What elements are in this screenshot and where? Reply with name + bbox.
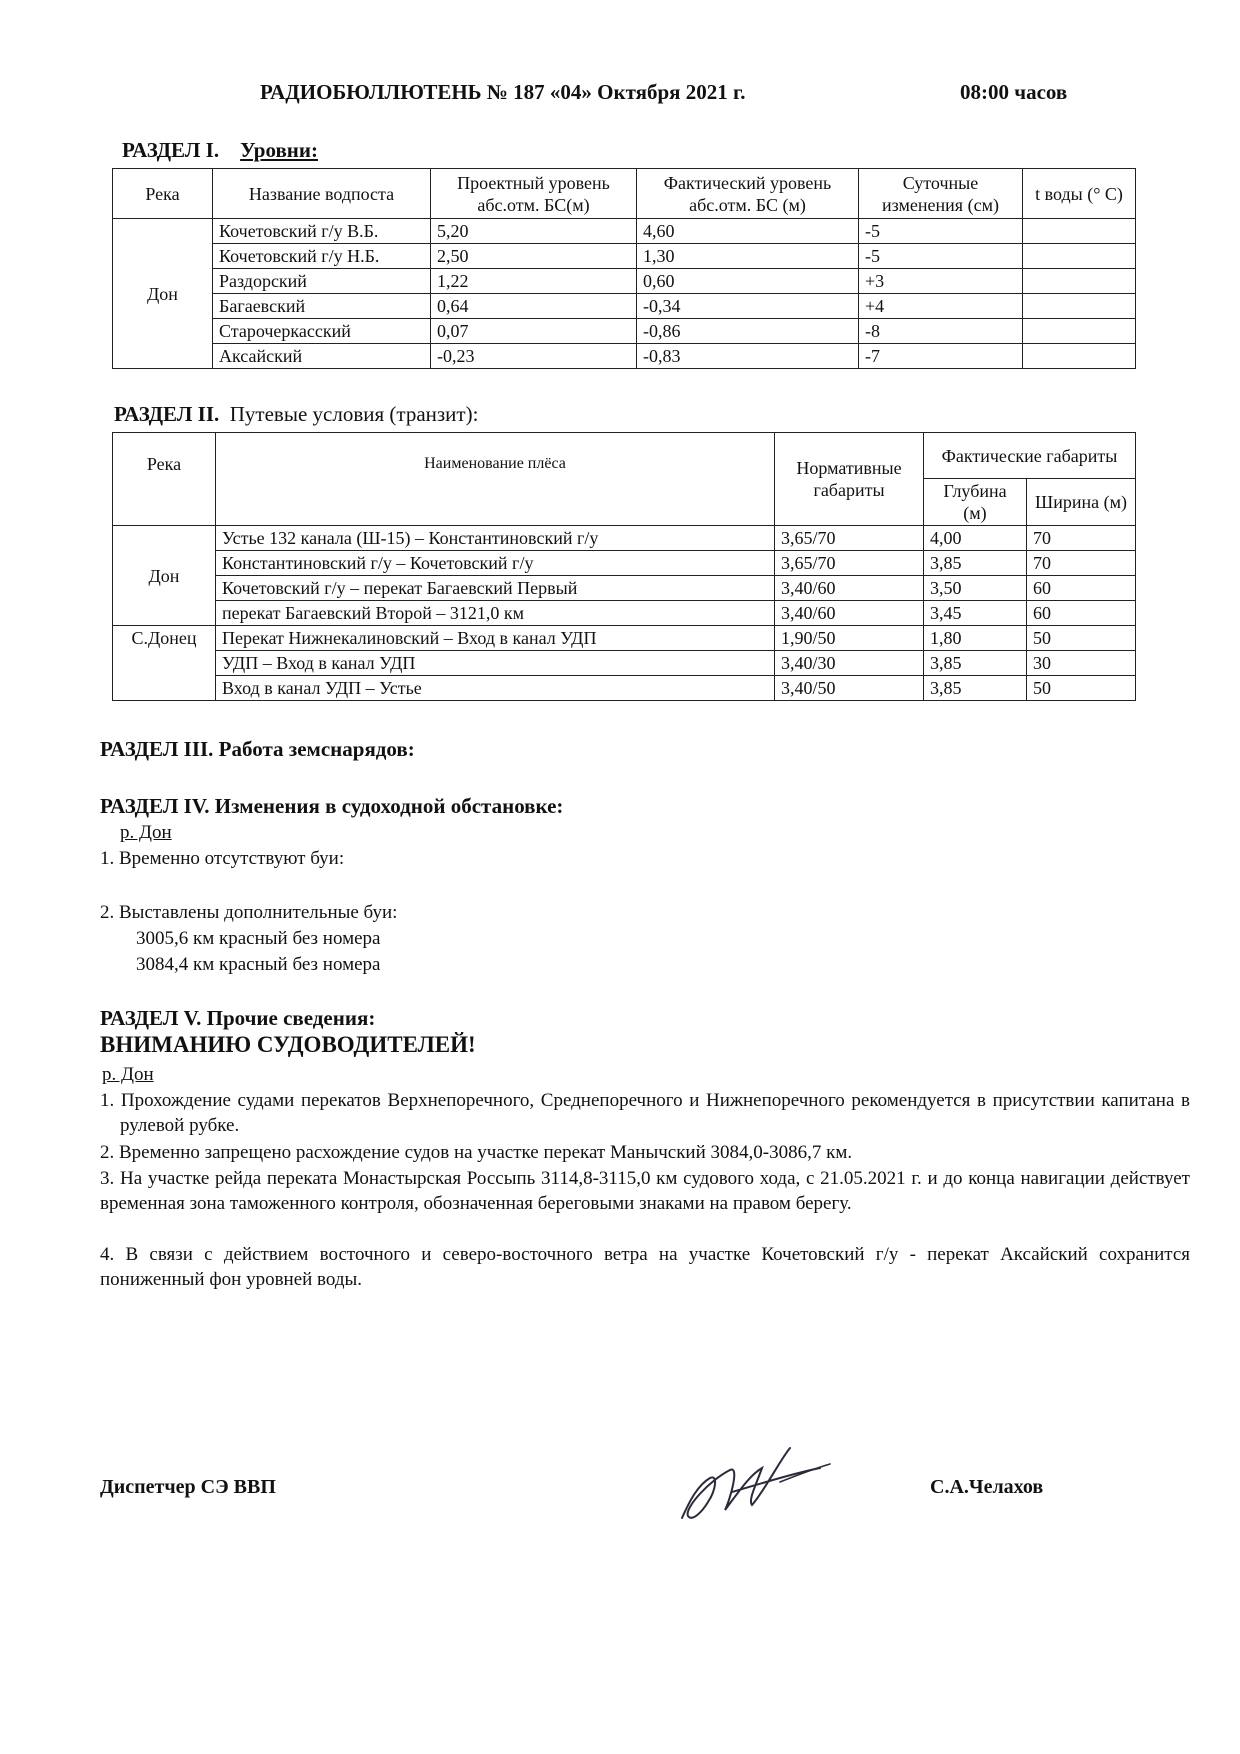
dispatcher-title: Диспетчер СЭ ВВП <box>100 1476 276 1498</box>
station-name: Багаевский <box>213 294 431 319</box>
section2-number: РАЗДЕЛ II. <box>114 402 220 426</box>
daily-change: +4 <box>859 294 1023 319</box>
col-stretch: Наименование плёса <box>216 433 775 526</box>
dispatcher-name: С.А.Челахов <box>930 1476 1044 1498</box>
section4-item2: 2. Выставлены дополнительные буи: <box>100 902 398 923</box>
actual-level: -0,86 <box>637 319 859 344</box>
section4-river: р. Дон <box>120 822 172 843</box>
buoy-item: 3005,6 км красный без номера <box>136 928 381 949</box>
actual-level: 4,60 <box>637 219 859 244</box>
width: 50 <box>1027 676 1136 701</box>
daily-change: +3 <box>859 269 1023 294</box>
water-temp <box>1023 344 1136 369</box>
section5-title: РАЗДЕЛ V. Прочие сведения: <box>100 1006 376 1030</box>
normative: 3,65/70 <box>775 526 924 551</box>
actual-level: 1,30 <box>637 244 859 269</box>
col-width: Ширина (м) <box>1027 479 1136 526</box>
buoy-item: 3084,4 км красный без номера <box>136 954 381 975</box>
table-row <box>113 219 1136 244</box>
water-temp <box>1023 244 1136 269</box>
normative: 3,65/70 <box>775 551 924 576</box>
station-name: Раздорский <box>213 269 431 294</box>
stretch-name: Перекат Нижнекалиновский – Вход в канал УДП <box>216 626 775 651</box>
depth: 1,80 <box>924 626 1027 651</box>
section5-river: р. Дон <box>102 1064 154 1085</box>
river-cell: С.Донец <box>113 626 216 701</box>
bulletin-time: 08:00 часов <box>960 80 1068 104</box>
station-name: Старочеркасский <box>213 319 431 344</box>
table-row <box>113 626 1136 651</box>
stretch-name: УДП – Вход в канал УДП <box>216 651 775 676</box>
table-row <box>113 344 1136 369</box>
project-level: 1,22 <box>431 269 637 294</box>
normative: 3,40/60 <box>775 576 924 601</box>
notice-item: 4. В связи с действием восточного и северо-восточного ветра на участке Кочетовский г/у - перекат Аксайский сохранится пониженный фон уровней воды. <box>100 1244 1190 1290</box>
section2-title <box>114 402 478 427</box>
width: 70 <box>1027 551 1136 576</box>
depth: 3,45 <box>924 601 1027 626</box>
col-river: Река <box>113 433 216 526</box>
daily-change: -8 <box>859 319 1023 344</box>
col-depth: Глубина (м) <box>924 479 1027 526</box>
bulletin-title: РАДИОБЮЛЛЮТЕНЬ № 187 «04» Октября 2021 г. <box>260 80 746 104</box>
section2-subtitle: Путевые условия (транзит): <box>229 402 479 426</box>
section4-title: РАЗДЕЛ IV. Изменения в судоходной обстановке: <box>100 794 564 818</box>
table-row <box>113 294 1136 319</box>
actual-level: 0,60 <box>637 269 859 294</box>
table-row <box>113 576 1136 601</box>
water-temp <box>1023 219 1136 244</box>
width: 30 <box>1027 651 1136 676</box>
daily-change: -7 <box>859 344 1023 369</box>
table-row <box>113 551 1136 576</box>
section3-title: РАЗДЕЛ III. Работа земснарядов: <box>100 737 415 761</box>
col-normative: Нормативные габариты <box>775 433 924 526</box>
depth: 3,50 <box>924 576 1027 601</box>
col-actual-dimensions: Фактические габариты <box>924 433 1136 479</box>
table-row <box>113 319 1136 344</box>
table-row <box>113 601 1136 626</box>
col-project-level: Проектный уровень абс.отм. БС(м) <box>431 169 637 219</box>
depth: 3,85 <box>924 676 1027 701</box>
project-level: -0,23 <box>431 344 637 369</box>
section1-title <box>122 138 318 163</box>
daily-change: -5 <box>859 244 1023 269</box>
station-name: Аксайский <box>213 344 431 369</box>
depth: 4,00 <box>924 526 1027 551</box>
width: 60 <box>1027 576 1136 601</box>
section4-item1: 1. Временно отсутствуют буи: <box>100 848 345 869</box>
notice-item: 1. Прохождение судами перекатов Верхнепоречного, Среднепоречного и Нижнепоречного рекомендуется в присутствии капитана в рулевой рубке. <box>100 1090 1190 1136</box>
col-daily-change: Суточные изменения (см) <box>859 169 1023 219</box>
stretch-name: Устье 132 канала (Ш-15) – Константиновский г/у <box>216 526 775 551</box>
section1-number: РАЗДЕЛ I. <box>122 138 220 162</box>
stretch-name: Кочетовский г/у – перекат Багаевский Первый <box>216 576 775 601</box>
water-temp <box>1023 294 1136 319</box>
actual-level: -0,34 <box>637 294 859 319</box>
width: 60 <box>1027 601 1136 626</box>
col-river: Река <box>113 169 213 219</box>
stretch-name: Константиновский г/у – Кочетовский г/у <box>216 551 775 576</box>
stretch-name: Вход в канал УДП – Устье <box>216 676 775 701</box>
normative: 1,90/50 <box>775 626 924 651</box>
transit-table <box>112 432 1136 701</box>
notice-item: 2. Временно запрещено расхождение судов на участке перекат Манычский 3084,0-3086,7 км. <box>100 1142 853 1163</box>
levels-header-row <box>113 169 1136 219</box>
actual-level: -0,83 <box>637 344 859 369</box>
depth: 3,85 <box>924 651 1027 676</box>
transit-header-row <box>113 433 1136 479</box>
station-name: Кочетовский г/у Н.Б. <box>213 244 431 269</box>
table-row <box>113 269 1136 294</box>
col-actual-level: Фактический уровень абс.отм. БС (м) <box>637 169 859 219</box>
depth: 3,85 <box>924 551 1027 576</box>
project-level: 0,07 <box>431 319 637 344</box>
normative: 3,40/50 <box>775 676 924 701</box>
table-row <box>113 526 1136 551</box>
water-temp <box>1023 319 1136 344</box>
handwritten-signature <box>670 1430 850 1545</box>
daily-change: -5 <box>859 219 1023 244</box>
project-level: 2,50 <box>431 244 637 269</box>
water-temp <box>1023 269 1136 294</box>
col-water-temp: t воды (° С) <box>1023 169 1136 219</box>
bulletin-header <box>260 80 1068 105</box>
col-station: Название водпоста <box>213 169 431 219</box>
station-name: Кочетовский г/у В.Б. <box>213 219 431 244</box>
attention-heading: ВНИМАНИЮ СУДОВОДИТЕЛЕЙ! <box>100 1032 476 1057</box>
section1-subtitle: Уровни: <box>240 138 318 162</box>
width: 70 <box>1027 526 1136 551</box>
river-cell: Дон <box>113 526 216 626</box>
levels-table <box>112 168 1136 369</box>
project-level: 0,64 <box>431 294 637 319</box>
normative: 3,40/30 <box>775 651 924 676</box>
normative: 3,40/60 <box>775 601 924 626</box>
stretch-name: перекат Багаевский Второй – 3121,0 км <box>216 601 775 626</box>
notice-item: 3. На участке рейда переката Монастырская Россыпь 3114,8-3115,0 км судового хода, с 21.05.2021 г. и до конца навигации действует временная зона таможенного контроля, обозначенная береговыми знаками на правом берегу. <box>100 1168 1190 1214</box>
width: 50 <box>1027 626 1136 651</box>
table-row <box>113 676 1136 701</box>
river-cell: Дон <box>113 219 213 369</box>
project-level: 5,20 <box>431 219 637 244</box>
table-row <box>113 651 1136 676</box>
table-row <box>113 244 1136 269</box>
